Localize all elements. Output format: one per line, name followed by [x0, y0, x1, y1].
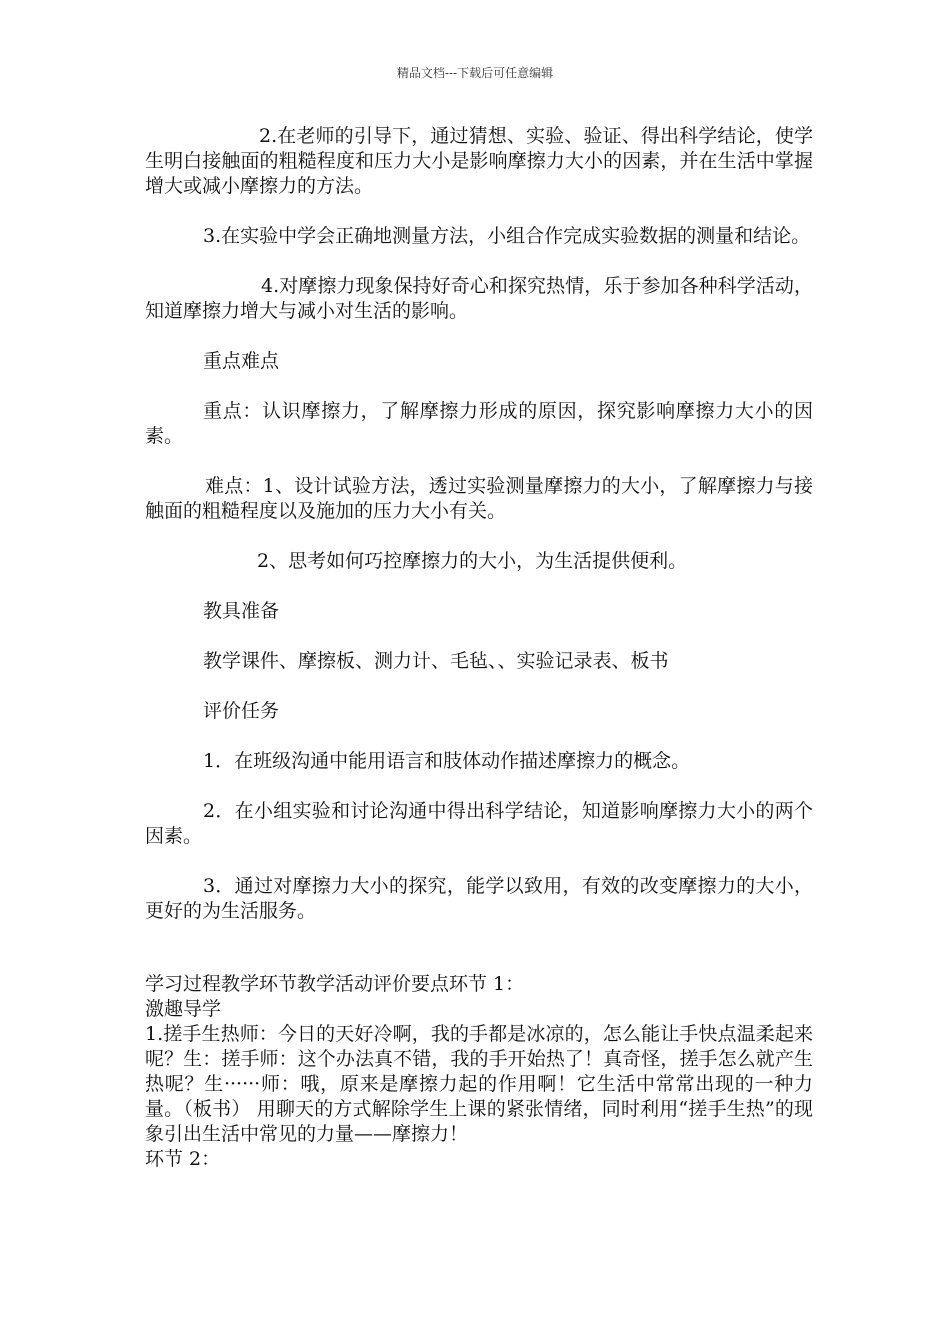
- evaluation-task-1: 1．在班级沟通中能用语言和肢体动作描述摩擦力的概念。: [203, 750, 691, 772]
- document-body: [145, 124, 813, 1172]
- process-table-header: 学习过程教学环节教学活动评价要点环节 1：: [145, 973, 525, 995]
- process-stage-body: 1.搓手生热师：今日的天好冷啊，我的手都是冰凉的，怎么能让手快点温柔起来呢？生：搓手师：这个办法真不错，我的手开始热了！真奇怪，搓手怎么就产生热呢？生······师：哦，原来是摩擦力起的作用啊！它生活中常常出现的一种力量。（板书） 用聊天的方式解除学生上课的紧张情绪，同时利用“搓手生热”的现象引出生活中常见的力量——摩擦力！: [145, 1023, 813, 1145]
- process-stage-title: 激趣导学: [145, 998, 222, 1020]
- difficult-point-1: 难点：1、设计试验方法，透过实验测量摩擦力的大小，了解摩擦力与接触面的粗糙程度以及施加的压力大小有关。: [145, 475, 813, 522]
- goal-2: 2.在老师的引导下，通过猜想、实验、验证、得出科学结论，使学生明白接触面的粗糙程度和压力大小是影响摩擦力大小的因素，并在生活中掌握增大或减小摩擦力的方法。: [145, 125, 813, 197]
- evaluation-task-3: 3．通过对摩擦力大小的探究，能学以致用，有效的改变摩擦力的大小，更好的为生活服务。: [145, 875, 813, 922]
- difficult-point-2: 2、思考如何巧控摩擦力的大小，为生活提供便利。: [257, 550, 688, 572]
- process-stage-2: 环节 2：: [145, 1148, 221, 1170]
- materials-items: 教学课件、摩擦板、测力计、毛毡、、实验记录表、板书: [203, 650, 669, 672]
- key-points-heading: 重点难点: [203, 350, 280, 372]
- goal-3: 3.在实验中学会正确地测量方法，小组合作完成实验数据的测量和结论。: [203, 225, 811, 247]
- materials-heading: 教具准备: [203, 600, 280, 622]
- page-header: 精品文档---下载后可任意编辑: [396, 66, 554, 80]
- evaluation-heading: 评价任务: [203, 700, 280, 722]
- evaluation-task-2: 2．在小组实验和讨论沟通中得出科学结论，知道影响摩擦力大小的两个因素。: [145, 800, 813, 847]
- key-point: 重点：认识摩擦力，了解摩擦力形成的原因，探究影响摩擦力大小的因素。: [145, 400, 813, 447]
- goal-4: 4.对摩擦力现象保持好奇心和探究热情，乐于参加各种科学活动，知道摩擦力增大与减小对生活的影响。: [145, 275, 813, 322]
